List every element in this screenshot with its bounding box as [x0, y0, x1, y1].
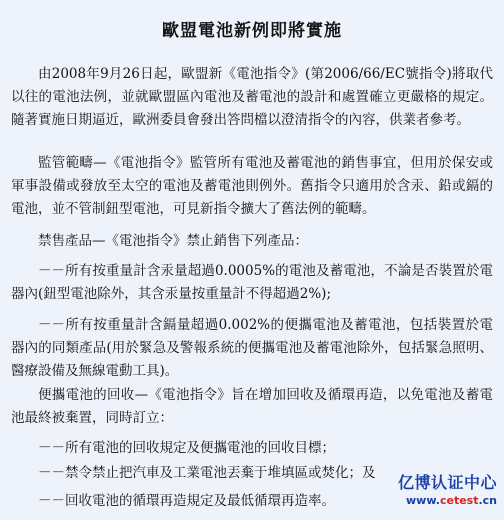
- watermark-logo: [394, 466, 504, 520]
- watermark-url-accent: cetest: [439, 494, 479, 507]
- watermark-url: [406, 494, 497, 507]
- watermark-url-prefix: www.: [406, 494, 440, 507]
- list-item-mercury: －－所有按重量計含汞量超過0.0005%的電池及蓄電池，不論是否裝置於電器內(鈕型電池除外，其含汞量按重量計不得超過2%);: [11, 263, 493, 302]
- document-title: 歐盟電池新例即將實施: [162, 21, 342, 41]
- watermark-url-suffix: .cn: [478, 494, 498, 507]
- paragraph-recycling: 便攜電池的回收—《電池指令》旨在增加回收及循環再造，以免電池及蓄電池最終被棄置，同時訂立：: [11, 387, 493, 426]
- list-item-cadmium: －－所有按重量計含鎘量超過0.002%的便攜電池及蓄電池，包括裝置於電器內的同類產品(用於緊急及警報系統的便攜電池及蓄電池除外，包括緊急照明、醫療設備及無線電動工具)。: [11, 317, 493, 379]
- list-item-collection: －－所有電池的回收規定及便攜電池的回收目標；: [38, 440, 335, 456]
- paragraph-banned-products: 禁售產品—《電池指令》禁止銷售下列產品：: [38, 233, 308, 249]
- paragraph-intro: 由2008年9月26日起，歐盟新《電池指令》(第2006/66/EC號指令)將取代以往的電池法例，並就歐盟區內電池及蓄電池的設計和處置確立更嚴格的規定。隨著實施日期逼近，歐洲委員會發出答問檔以澄清指令的內容，供業者參考。: [11, 66, 493, 128]
- watermark-brand: 亿博认证中心: [398, 473, 498, 492]
- list-item-recycling-rate: －－回收電池的循環再造規定及最低循環再造率。: [38, 493, 335, 509]
- paragraph-scope: 監管範疇—《電池指令》監管所有電池及蓄電池的銷售事宜，但用於保安或軍事設備或發放至太空的電池及蓄電池則例外。舊指令只適用於含汞、鉛或鎘的電池，並不管制鈕型電池，可見新指令擴大了舊法例的範疇。: [11, 155, 493, 217]
- list-item-landfill-ban: －－禁令禁止把汽車及工業電池丟棄于堆填區或焚化；及: [38, 465, 376, 481]
